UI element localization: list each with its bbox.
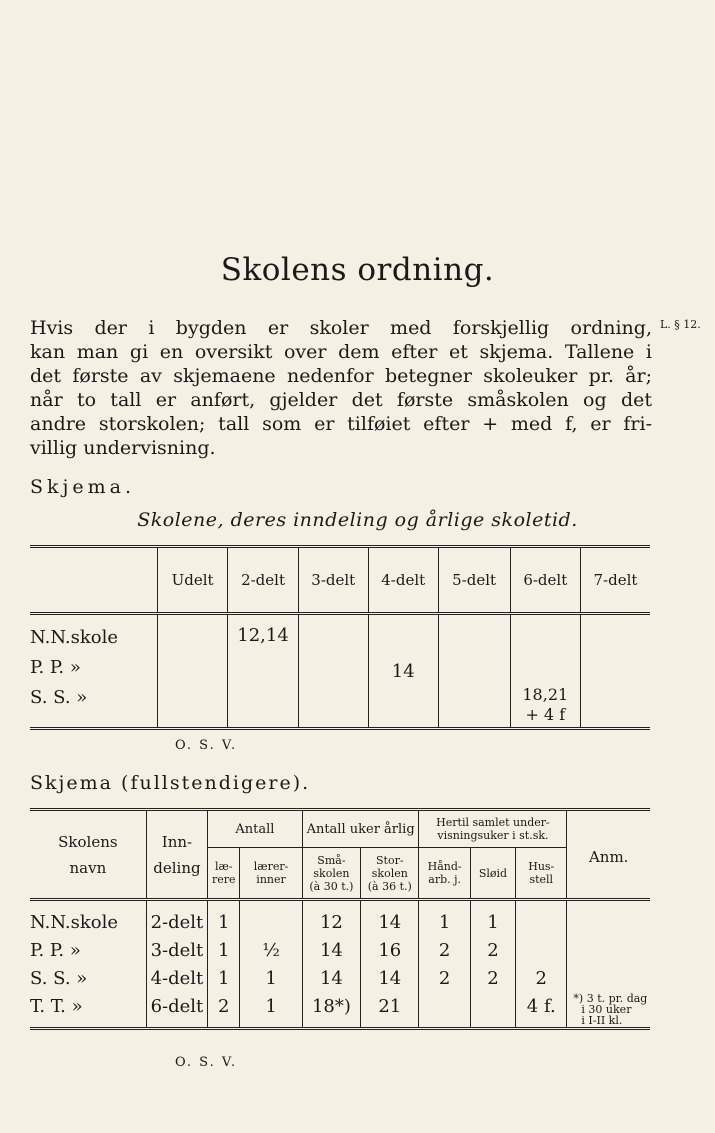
header-text: stell <box>529 873 554 886</box>
header-text: Små- <box>317 853 346 867</box>
paragraph-line: villig undervisning. <box>30 437 216 459</box>
header-antall-uker: Antall uker årlig <box>302 810 419 848</box>
table-cell: 18*) <box>311 996 351 1017</box>
table-cell: T. T. » <box>30 996 83 1017</box>
skjema-subtitle: Skolene, deres inndeling og årlige skoletid. <box>137 509 578 531</box>
cell-value: 18,21 <box>522 685 569 704</box>
table-cell: ½ <box>262 940 280 961</box>
footnote-line: *) 3 t. pr. dag <box>573 992 648 1005</box>
header-2-delt: 2-delt <box>228 547 299 614</box>
header-6-delt: 6-delt <box>510 547 580 614</box>
footnote-line: i 30 uker <box>581 1003 632 1016</box>
header-text: Hånd- <box>427 860 462 873</box>
table-cell: 1 <box>218 912 230 933</box>
header-text: læ- <box>214 860 233 873</box>
cell-value: + 4 f <box>525 705 566 724</box>
page-title: Skolens ordning. <box>220 252 495 288</box>
header-text: rere <box>211 873 236 886</box>
table-cell: 1 <box>438 912 451 933</box>
header-text: Hus- <box>528 860 555 873</box>
skjema-label: Skjema. <box>30 476 136 498</box>
skjema2-label: Skjema (fullstendigere). <box>30 772 311 794</box>
cell-6-delt <box>510 614 580 729</box>
row-name: S. S. » <box>30 687 88 708</box>
header-7-delt: 7-delt <box>580 547 650 614</box>
detailed-school-table <box>30 808 650 1030</box>
table-header-empty <box>30 547 157 614</box>
header-text: Inn- <box>161 832 193 851</box>
header-inndeling <box>146 810 207 900</box>
header-text: navn <box>69 858 107 877</box>
table-cell: 2 <box>438 968 451 989</box>
header-laerere <box>208 848 240 900</box>
header-text: (à 36 t.) <box>367 879 412 893</box>
table-cell: 12 <box>319 912 343 933</box>
table-cell: 14 <box>319 940 343 961</box>
table-cell: 2 <box>487 940 499 961</box>
col-navn <box>30 900 146 1029</box>
paragraph-line: det første av skjemaene nedenfor betegner skoleuker pr. år; <box>30 365 652 387</box>
cell-5-delt <box>438 614 510 729</box>
footnote-line: i I-II kl. <box>581 1014 623 1027</box>
header-3-delt: 3-delt <box>298 547 368 614</box>
table-cell: 2 <box>438 940 451 961</box>
table-cell: 1 <box>218 940 230 961</box>
header-text: visningsuker i st.sk. <box>437 829 549 842</box>
table-cell: 14 <box>378 968 402 989</box>
table-cell: 1 <box>265 968 277 989</box>
header-smaaskolen <box>302 848 360 900</box>
header-text: lærer- <box>253 860 289 873</box>
header-udelt: Udelt <box>157 547 227 614</box>
row-names-cell <box>30 614 157 729</box>
col-sloeid <box>470 900 515 1029</box>
header-hertil <box>419 810 567 848</box>
table-cell: 2-delt <box>150 912 204 933</box>
cell-4-delt: 14 <box>368 614 438 729</box>
header-5-delt: 5-delt <box>438 547 510 614</box>
cell-udelt <box>157 614 227 729</box>
header-text: deling <box>153 858 201 877</box>
table-cell: 2 <box>487 968 499 989</box>
table-cell: 21 <box>378 996 402 1017</box>
table-cell: P. P. » <box>30 940 81 961</box>
row-name: N.N.skole <box>30 627 119 648</box>
header-storskolen <box>361 848 419 900</box>
table-cell: 16 <box>378 940 402 961</box>
table-cell <box>240 909 301 937</box>
table-cell: 14 <box>319 968 343 989</box>
col-deling <box>146 900 207 1029</box>
table-cell: N.N.skole <box>30 912 119 933</box>
table-cell: 6-delt <box>150 996 204 1017</box>
cell-7-delt <box>580 614 650 729</box>
header-sloeid: Sløid <box>470 848 515 900</box>
table-cell: S. S. » <box>30 968 88 989</box>
paragraph-line: kan man gi en oversikt over dem efter et skjema. Tallene i <box>30 341 652 363</box>
header-text: Stor- <box>376 853 404 867</box>
header-skolens-navn <box>30 810 146 900</box>
intro-paragraph <box>30 316 652 460</box>
row-name: P. P. » <box>30 657 81 678</box>
table-cell: 2 <box>535 968 547 989</box>
col-smaaskolen <box>302 900 360 1029</box>
cell-3-delt <box>298 614 368 729</box>
law-reference: L. § 12. <box>660 318 701 331</box>
table-cell: 2 <box>218 996 230 1017</box>
table-cell: 1 <box>218 968 230 989</box>
col-haandarb <box>419 900 470 1029</box>
header-antall: Antall <box>208 810 303 848</box>
table-cell: 4-delt <box>150 968 204 989</box>
col-laererinner <box>240 900 302 1029</box>
header-text: inner <box>256 873 286 886</box>
header-text: Hertil samlet under- <box>436 816 550 829</box>
header-text: skolen <box>313 866 350 880</box>
col-anm <box>567 900 650 1029</box>
paragraph-line: Hvis der i bygden er skoler med forskjellig ordning, <box>30 317 652 339</box>
cell-2-delt: 12,14 <box>228 614 299 729</box>
osv-note: O. S. V. <box>175 738 238 753</box>
paragraph-line: andre storskolen; tall som er tilføiet efter + med f, er fri- <box>30 413 652 435</box>
col-husstell <box>516 900 567 1029</box>
paragraph-line: når to tall er anført, gjelder det første småskolen og det <box>30 389 652 411</box>
table-cell: 1 <box>487 912 499 933</box>
osv-note: O. S. V. <box>175 1055 238 1070</box>
col-laerere <box>208 900 240 1029</box>
table-cell: 4 f. <box>526 996 556 1017</box>
table-cell: 3-delt <box>150 940 204 961</box>
school-division-table <box>30 545 650 730</box>
header-anm: Anm. <box>567 810 650 900</box>
header-text: (à 30 t.) <box>309 879 354 893</box>
header-text: Skolens <box>58 832 118 851</box>
col-storskolen <box>361 900 419 1029</box>
header-4-delt: 4-delt <box>368 547 438 614</box>
table-cell: 14 <box>378 912 402 933</box>
header-laererinner <box>240 848 302 900</box>
header-text: arb. j. <box>428 873 462 886</box>
header-haandarb <box>419 848 470 900</box>
header-husstell <box>516 848 567 900</box>
header-text: skolen <box>371 866 408 880</box>
table-cell: 1 <box>265 996 277 1017</box>
